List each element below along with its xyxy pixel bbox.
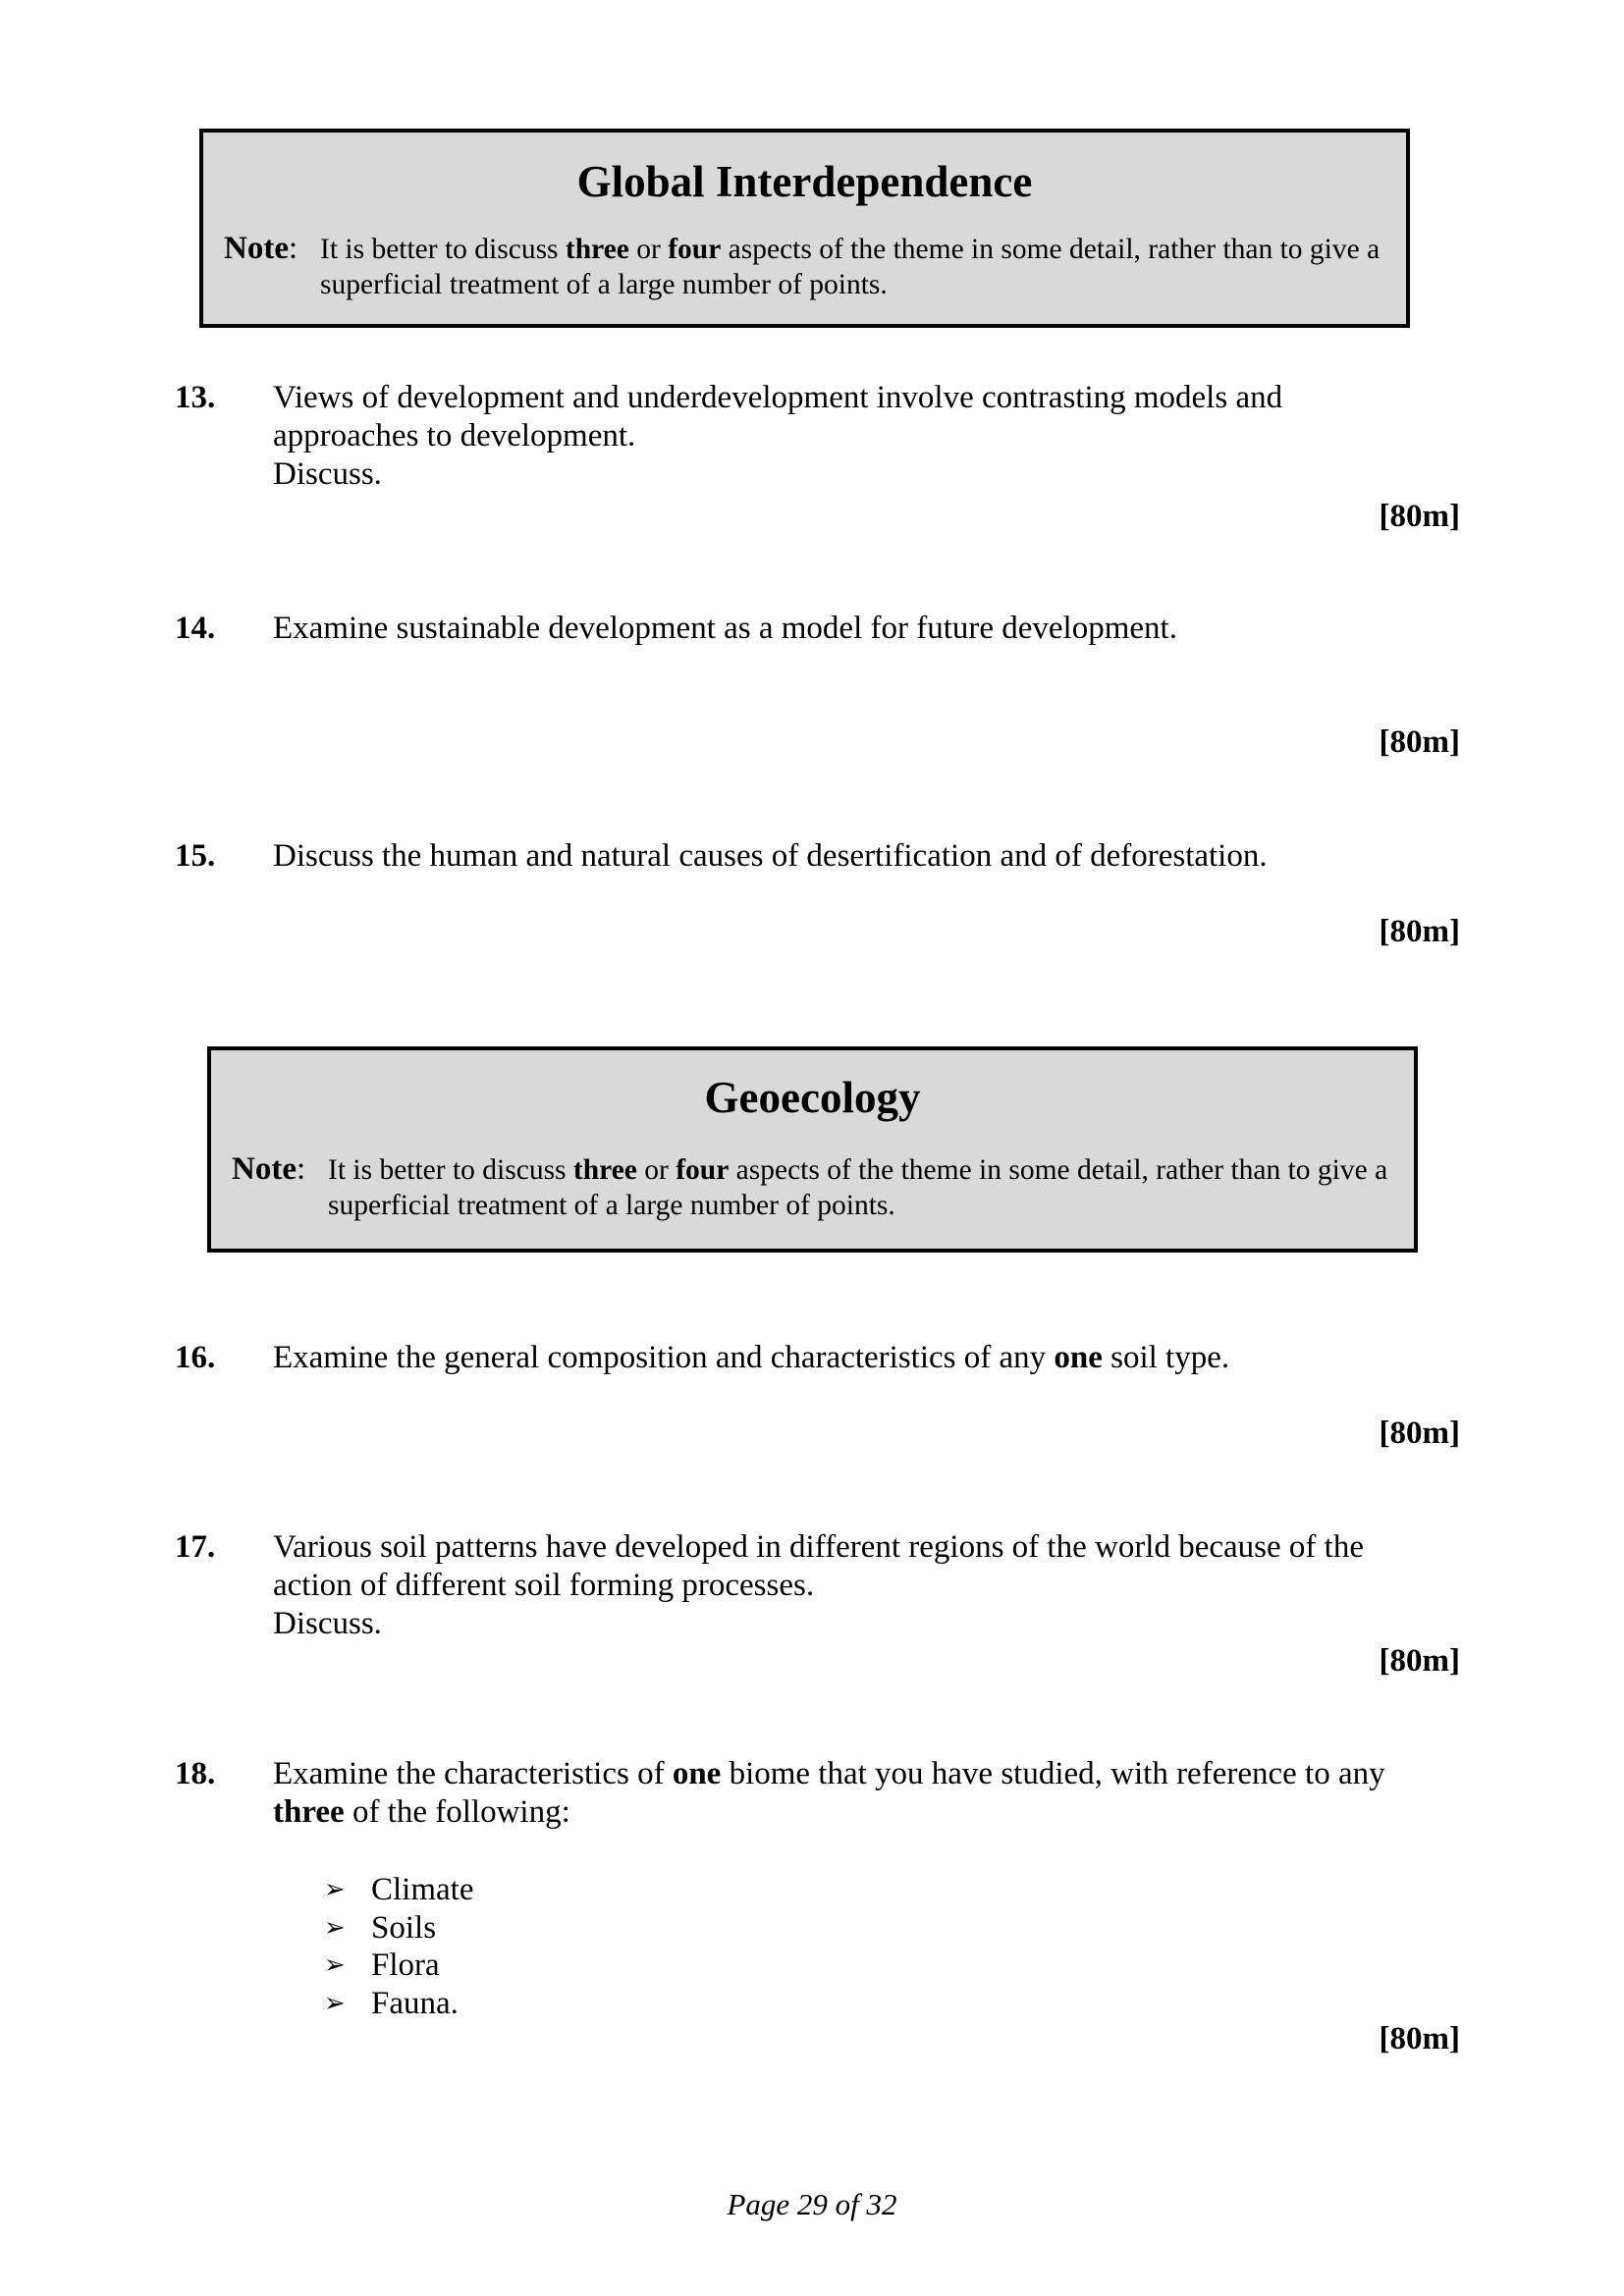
note-text-part: or: [636, 1154, 677, 1186]
note-bold-four: four: [676, 1154, 730, 1186]
question-13-text: [273, 379, 1432, 494]
section-title: Geoecology: [704, 1073, 921, 1122]
question-18-line-1: [273, 1755, 1432, 1793]
question-16-number: 16.: [175, 1340, 216, 1375]
question-17-marks: [80m]: [1379, 1643, 1460, 1679]
question-17-line-2: action of different soil forming processes.: [273, 1568, 815, 1603]
note-text: [328, 1152, 1388, 1223]
note-bold-three: three: [572, 1154, 637, 1186]
question-14-text: Examine sustainable development as a model for future development.: [273, 611, 1177, 646]
bullet-text: Fauna.: [371, 1985, 459, 2021]
note-text-part: or: [628, 234, 669, 265]
list-item: [324, 1871, 473, 1909]
question-18-line-2: [273, 1793, 1432, 1832]
question-14-number: 14.: [175, 611, 216, 646]
question-14-marks: [80m]: [1379, 724, 1460, 760]
theme-box-geoecology: [207, 1046, 1418, 1253]
question-17-number: 17.: [175, 1529, 216, 1565]
list-item: [324, 1985, 473, 2023]
question-15-text: Discuss the human and natural causes of desertification and of deforestation.: [273, 838, 1268, 874]
question-16-text-part: Examine the general composition and characteristics of any: [273, 1340, 1055, 1375]
note-text-part: aspects of the theme in some detail, rather than to give a superficial treatment of a large number of points.: [320, 234, 1380, 300]
note-label: [232, 1150, 305, 1188]
question-13-number: 13.: [175, 380, 216, 415]
note-text-part: It is better to discuss: [328, 1154, 573, 1186]
question-16-bold-one: one: [1054, 1340, 1103, 1375]
note-label-text: Note: [224, 231, 289, 266]
note-colon: :: [296, 1151, 306, 1187]
note-text: [320, 232, 1380, 302]
list-item: [324, 1947, 473, 1985]
question-17-line-1: Various soil patterns have developed in different regions of the world because of the: [273, 1529, 1364, 1565]
arrow-bullet-icon: ➢: [324, 1988, 346, 2018]
question-16-text: [273, 1339, 1432, 1377]
question-16-text-part: soil type.: [1102, 1340, 1230, 1375]
question-18-text-part: biome that you have studied, with reference to any: [721, 1756, 1385, 1791]
question-13-line-2: approaches to development.: [273, 418, 636, 454]
question-18-bullet-list: [324, 1871, 473, 2022]
bullet-text: Flora: [371, 1948, 440, 1983]
question-18-number: 18.: [175, 1756, 216, 1791]
arrow-bullet-icon: ➢: [324, 1912, 346, 1943]
question-17-text: [273, 1528, 1432, 1643]
bullet-text: Soils: [371, 1909, 437, 1946]
question-15-marks: [80m]: [1379, 914, 1460, 949]
note-bold-four: four: [668, 234, 722, 265]
question-18-text-part: of the following:: [344, 1794, 570, 1830]
note-bold-three: three: [565, 234, 629, 265]
question-18-marks: [80m]: [1379, 2021, 1460, 2056]
question-18-text-part: Examine the characteristics of: [273, 1756, 673, 1791]
section-title: Global Interdependence: [576, 157, 1033, 206]
arrow-bullet-icon: ➢: [324, 1950, 346, 1980]
bullet-text: Climate: [371, 1872, 474, 1907]
question-13-line-3: Discuss.: [273, 456, 382, 492]
question-15-number: 15.: [175, 838, 216, 874]
note-label-text: Note: [232, 1151, 297, 1187]
question-13-line-1: Views of development and underdevelopment involve contrasting models and: [273, 380, 1283, 415]
question-18-bold-three: three: [273, 1794, 345, 1830]
arrow-bullet-icon: ➢: [324, 1875, 346, 1904]
question-18-text: [273, 1755, 1432, 1832]
page-number: Page 29 of 32: [727, 2187, 897, 2221]
note-text-part: aspects of the theme in some detail, rather than to give a superficial treatment of a large number of points.: [328, 1154, 1388, 1221]
question-16-marks: [80m]: [1379, 1415, 1460, 1451]
list-item: [324, 1909, 473, 1948]
note-colon: :: [288, 231, 298, 266]
question-13-marks: [80m]: [1379, 499, 1460, 534]
note-text-part: It is better to discuss: [320, 234, 566, 265]
question-18-bold-one: one: [672, 1756, 722, 1791]
question-17-line-3: Discuss.: [273, 1606, 382, 1641]
note-label: [224, 230, 298, 267]
theme-box-global-interdependence: [199, 129, 1410, 328]
